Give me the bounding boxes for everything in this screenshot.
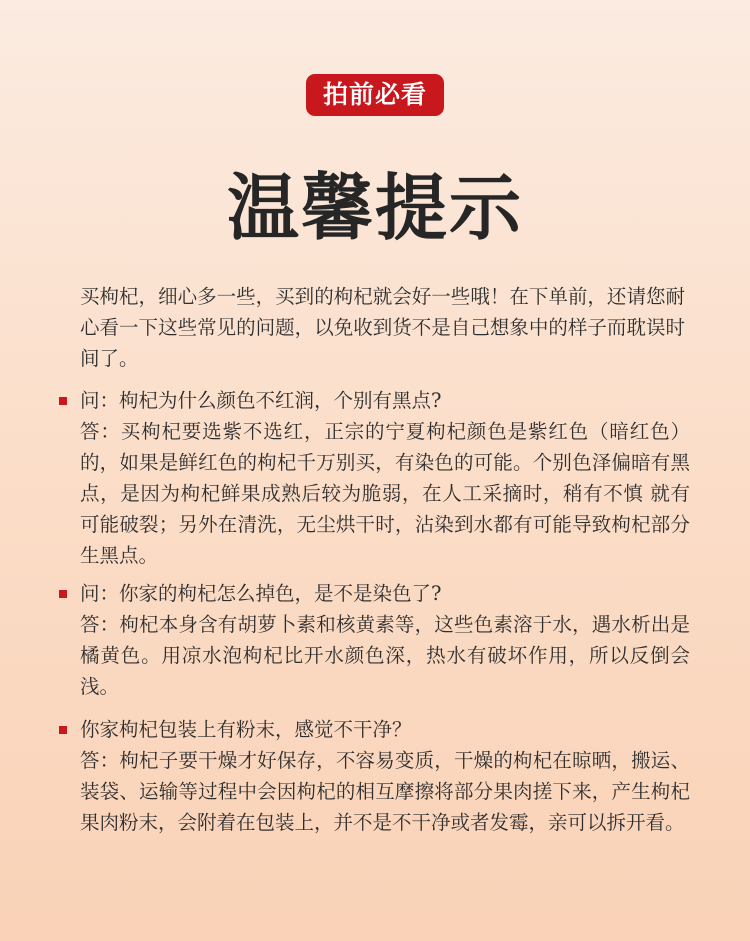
faq-question: 问：你家的枸杞怎么掉色，是不是染色了? bbox=[80, 582, 442, 605]
badge-container bbox=[0, 74, 750, 116]
notice-badge: 拍前必看 bbox=[306, 74, 444, 116]
page-title: 温馨提示 bbox=[226, 165, 523, 250]
bullet-square-icon bbox=[59, 397, 67, 405]
faq-item bbox=[80, 714, 690, 838]
bullet-square-icon bbox=[59, 726, 67, 734]
faq-answer: 答：枸杞子要干燥才好保存，不容易变质，干燥的枸杞在晾晒，搬运、装袋、运输等过程中会因枸杞的相互摩擦将部分果肉搓下来，产生枸杞果肉粉末，会附着在包装上，并不是不干净或者发霉，亲可以拆开看。 bbox=[80, 749, 690, 834]
faq-question: 问：枸杞为什么颜色不红润，个别有黑点? bbox=[80, 389, 442, 412]
faq-item bbox=[80, 578, 690, 702]
faq-question: 你家枸杞包装上有粉末，感觉不干净？ bbox=[80, 718, 412, 741]
faq-answer: 答：枸杞本身含有胡萝卜素和核黄素等，这些色素溶于水，遇水析出是橘黄色。用凉水泡枸杞比开水颜色深，热水有破坏作用，所以反倒会浅。 bbox=[80, 613, 690, 698]
faq-answer: 答：买枸杞要选紫不选红，正宗的宁夏枸杞颜色是紫红色（暗红色）的，如果是鲜红色的枸杞千万别买，有染色的可能。个别色泽偏暗有黑点，是因为枸杞鲜果成熟后较为脆弱，在人工采摘时，稍有不慎 就有可能破裂；另外在清洗，无尘烘干时，沾染到水都有可能导致枸杞部分生黑点。 bbox=[80, 420, 690, 567]
faq-item bbox=[80, 385, 690, 571]
intro-paragraph: 买枸杞，细心多一些，买到的枸杞就会好一些哦！在下单前，还请您耐心看一下这些常见的问题，以免收到货不是自己想象中的样子而耽误时间了。 bbox=[80, 285, 685, 370]
bullet-square-icon bbox=[59, 590, 67, 598]
